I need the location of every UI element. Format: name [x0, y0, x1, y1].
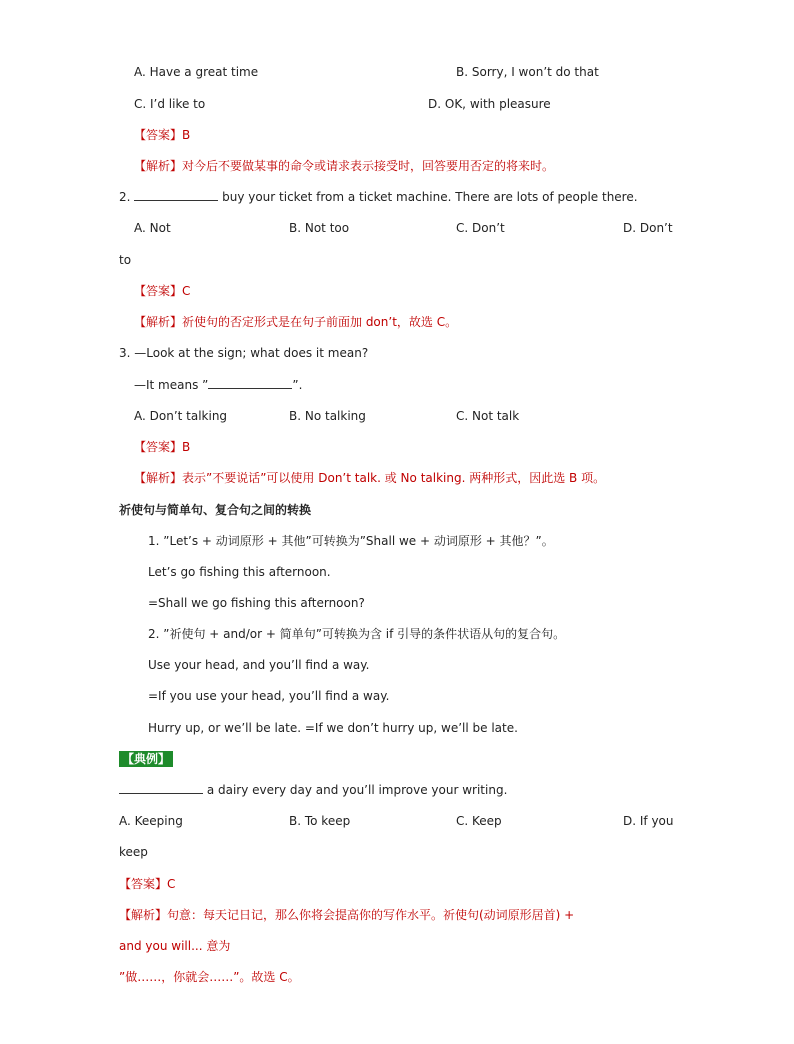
section-heading: 祈使句与简单句、复合句之间的转换 [119, 503, 312, 517]
q2-option-c: C. Don’t [456, 221, 505, 235]
rule-1-example-a: Let’s go fishing this afternoon. [148, 565, 331, 579]
q3-option-a: A. Don’t talking [134, 409, 228, 423]
rule-2-example-b: =If you use your head, you’ll find a way. [148, 689, 390, 703]
example-option-b: B. To keep [289, 814, 351, 828]
q2-stem [119, 189, 638, 205]
q2-option-b: B. Not too [289, 221, 350, 235]
rule-1: 1. ”Let’s + 动词原形 + 其他”可转换为”Shall we + 动词原形 + 其他？”。 [148, 534, 554, 548]
example-answer [119, 876, 175, 892]
q2-stem-text: buy your ticket from a ticket machine. There are lots of people there. [218, 190, 638, 204]
answer-value: B [182, 128, 191, 142]
answer-label: 【答案】 [134, 440, 183, 454]
q3-line1: 3. —Look at the sign; what does it mean? [119, 346, 369, 360]
example-analysis-1: 【解析】句意：每天记日记，那么你将会提高你的写作水平。祈使句(动词原形居首) + [119, 908, 575, 922]
example-option-a: A. Keeping [119, 814, 183, 828]
q3-line2-pre: —It means ” [134, 378, 209, 392]
q3-answer [134, 439, 190, 455]
answer-value: C [167, 877, 176, 891]
q3-option-c: C. Not talk [456, 409, 520, 423]
rule-2-example-c: Hurry up, or we’ll be late. =If we don’t hurry up, we’ll be late. [148, 721, 518, 735]
q1-answer [134, 127, 190, 143]
example-analysis-2: and you will... 意为 [119, 939, 231, 953]
example-tag-label: 【典例】 [119, 751, 173, 767]
q1-option-b: B. Sorry, I won’t do that [456, 65, 599, 79]
example-analysis-3: ”做……，你就会……”。故选 C。 [119, 970, 300, 984]
q1-option-a: A. Have a great time [134, 65, 259, 79]
answer-label: 【答案】 [134, 284, 183, 298]
rule-2: 2. ”祈使句 + and/or + 简单句”可转换为含 if 引导的条件状语从句的复合句。 [148, 627, 566, 641]
answer-blank [208, 377, 292, 389]
q1-option-d: D. OK, with pleasure [428, 97, 551, 111]
q3-analysis: 【解析】表示”不要说话”可以使用 Don’t talk. 或 No talking. 两种形式，因此选 B 项。 [134, 471, 606, 485]
q2-option-a: A. Not [134, 221, 171, 235]
example-option-d-wrap: keep [119, 845, 148, 859]
q2-analysis: 【解析】祈使句的否定形式是在句子前面加 don’t，故选 C。 [134, 315, 458, 329]
example-tag [119, 751, 173, 767]
answer-value: C [182, 284, 191, 298]
answer-blank [119, 782, 203, 794]
answer-value: B [182, 440, 191, 454]
q1-analysis: 【解析】对今后不要做某事的命令或请求表示接受时，回答要用否定的将来时。 [134, 159, 555, 173]
answer-label: 【答案】 [134, 128, 183, 142]
q3-line2-post: ”. [292, 378, 303, 392]
example-option-d: D. If you [623, 814, 674, 828]
q3-line2 [134, 377, 302, 393]
rule-1-example-b: =Shall we go fishing this afternoon? [148, 596, 365, 610]
answer-blank [134, 189, 218, 201]
example-stem [119, 782, 507, 798]
q1-option-c: C. I’d like to [134, 97, 206, 111]
q2-answer [134, 283, 190, 299]
q2-option-d: D. Don’t [623, 221, 673, 235]
q2-option-d-wrap: to [119, 253, 132, 267]
example-option-c: C. Keep [456, 814, 502, 828]
answer-label: 【答案】 [119, 877, 168, 891]
example-stem-text: a dairy every day and you’ll improve your writing. [203, 783, 508, 797]
q2-number: 2. [119, 190, 131, 204]
rule-2-example-a: Use your head, and you’ll find a way. [148, 658, 370, 672]
q3-option-b: B. No talking [289, 409, 366, 423]
